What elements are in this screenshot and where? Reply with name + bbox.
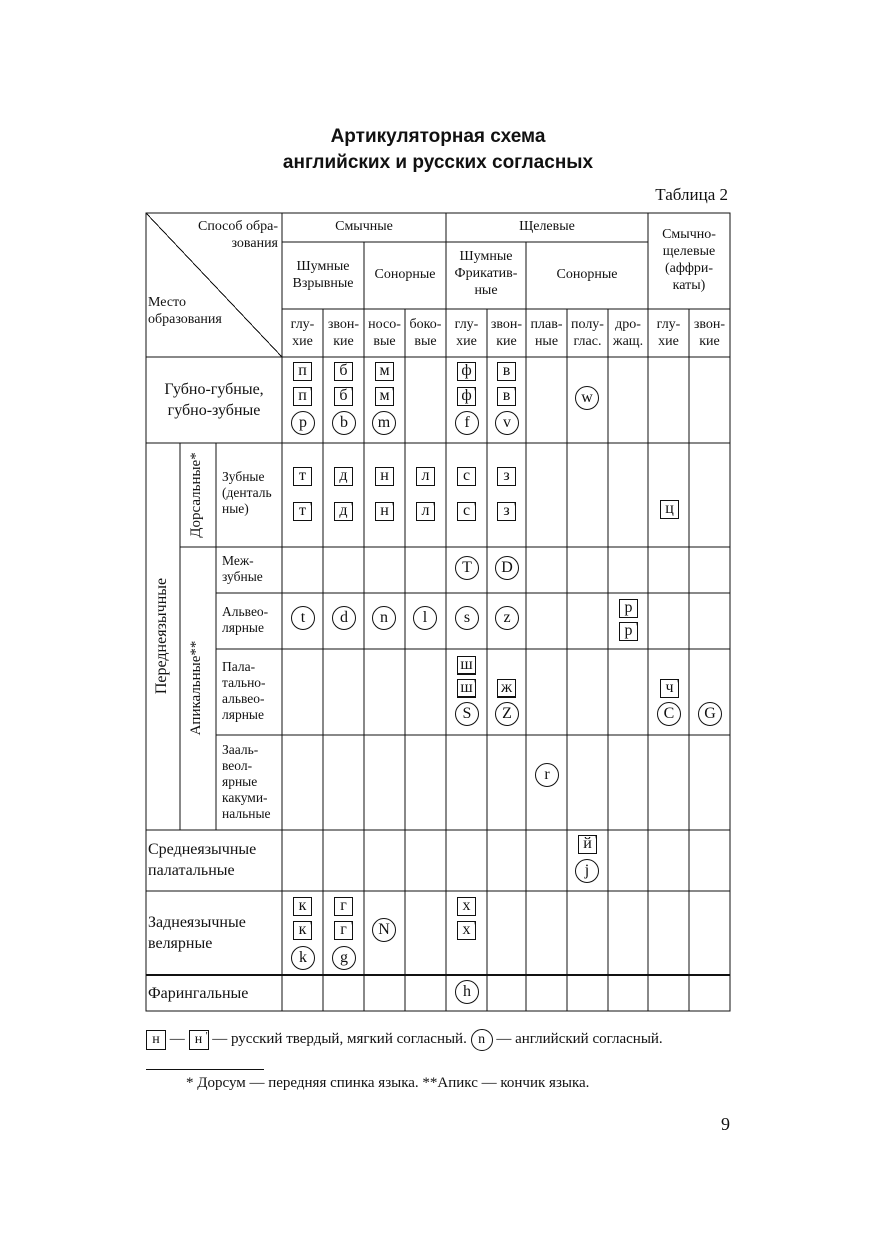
cell-ru-k: к (293, 897, 312, 916)
header-fric-noisy: Шумные Фрикатив- ные (454, 249, 518, 298)
cell-ru-l: л (416, 467, 435, 486)
title-line-2: английских и русских согласных (282, 152, 594, 173)
col-header-4: боко- вые (409, 317, 442, 349)
cell-ru-b: б (334, 362, 353, 381)
legend: н — н ' — русский твердый, мягкий согласный. n — английский согласный. (146, 1027, 663, 1051)
cell-ru-p: п (293, 362, 312, 381)
cell-en-ng: N (372, 918, 396, 942)
legend-ru-text: — русский твердый, мягкий согласный. (212, 1031, 467, 1047)
row-label-palatoalveolar: Пала- тально- альвео- лярные (222, 659, 266, 722)
table-label: Таблица 2 (655, 185, 728, 204)
cell-en-g: g (332, 946, 356, 970)
col-header-7: плав- ные (530, 317, 563, 349)
cell-ru-p-soft: п ' (293, 387, 312, 406)
cell-en-d: d (332, 606, 356, 630)
footnote: * Дорсум — передняя спинка языка. **Апикс — кончик языка. (186, 1075, 590, 1091)
row-label-middle: Среднеязычные палатальные (148, 841, 257, 879)
cell-ru-r: р (619, 599, 638, 618)
cell-en-p: p (291, 411, 315, 435)
cell-ru-g: г (334, 897, 353, 916)
cell-ru-sh-soft: ш ' (457, 679, 476, 698)
cell-ru-v: в (497, 362, 516, 381)
cell-en-r: r (535, 763, 559, 787)
cell-ru-b-soft: б ' (334, 387, 353, 406)
header-stop-sonorant: Сонорные (374, 267, 436, 282)
cell-en-h: h (455, 980, 479, 1004)
legend-soft-box: н ' (189, 1030, 209, 1050)
cell-ru-m: м (375, 362, 394, 381)
row-label-labial: Губно-губные, губно-зубные (164, 381, 264, 419)
cell-en-f: f (455, 411, 479, 435)
cell-en-m: m (372, 411, 396, 435)
cell-ru-zh: ж (497, 679, 516, 698)
col-header-8: полу- глас. (571, 317, 604, 349)
cell-ru-d-soft: д ' (334, 502, 353, 521)
legend-en-text: — английский согласный. (496, 1031, 663, 1047)
cell-en-th-voiced: D (495, 556, 519, 580)
cell-ru-d: д (334, 467, 353, 486)
col-header-11: звон- кие (693, 317, 726, 349)
col-header-1: глу- хие (290, 317, 315, 349)
cell-ru-t-soft: т ' (293, 502, 312, 521)
cell-en-s: s (455, 606, 479, 630)
row-label-front: Переднеязычные (153, 577, 170, 695)
row-label-alveolar: Альвео- лярные (222, 604, 269, 635)
legend-en-circle: n (471, 1029, 493, 1051)
cell-ru-s-soft: с ' (457, 502, 476, 521)
row-label-interdental: Меж- зубные (222, 553, 263, 584)
header-affricate: Смычно- щелевые (аффри- каты) (662, 227, 716, 293)
cell-en-t: t (291, 606, 315, 630)
cell-ru-t: т (293, 467, 312, 486)
cell-en-th-voiceless: T (455, 556, 479, 580)
row-label-retroflex: Зааль- веол- ярные какуми- нальные (222, 742, 271, 821)
cell-ru-k-soft: к ' (293, 921, 312, 940)
cell-en-v: v (495, 411, 519, 435)
title-line-1: Артикуляторная схема (330, 126, 546, 147)
col-header-9: дро- жащ. (612, 317, 644, 349)
cell-ru-g-soft: г ' (334, 921, 353, 940)
cell-en-ch: C (657, 702, 681, 726)
col-header-6: звон- кие (490, 317, 523, 349)
col-header-3: носо- вые (368, 317, 401, 349)
cell-ru-x-soft: х ' (457, 921, 476, 940)
legend-hard-box: н (146, 1030, 166, 1050)
header-stop: Смычные (335, 219, 393, 234)
cell-ru-ts: ц (660, 500, 679, 519)
col-header-10: глу- хие (656, 317, 681, 349)
corner-place-label: Место образования (148, 295, 222, 327)
page-number: 9 (721, 1114, 730, 1134)
cell-ru-ch: ч ' (660, 679, 679, 698)
cell-ru-j: й ' (578, 835, 597, 854)
cell-ru-v-soft: в ' (497, 387, 516, 406)
footnote-rule (146, 1069, 264, 1070)
cell-ru-f: ф (457, 362, 476, 381)
cell-en-l: l (413, 606, 437, 630)
cell-ru-r-soft: р ' (619, 622, 638, 641)
corner-method-label: Способ обра- зования (197, 219, 278, 251)
cell-en-zh: Z (495, 702, 519, 726)
cell-ru-m-soft: м ' (375, 387, 394, 406)
row-label-dental: Зубные (денталь ные) (222, 469, 272, 516)
cell-en-k: k (291, 946, 315, 970)
cell-ru-x: х (457, 897, 476, 916)
cell-en-n: n (372, 606, 396, 630)
row-label-dorsal: Дорсальные* (188, 452, 204, 538)
cell-ru-n: н (375, 467, 394, 486)
cell-en-z: z (495, 606, 519, 630)
row-label-apical: Апикальные** (188, 640, 204, 736)
cell-ru-s: с (457, 467, 476, 486)
cell-en-b: b (332, 411, 356, 435)
header-stop-noisy: Шумные Взрывные (292, 259, 354, 291)
row-label-pharyngeal: Фарингальные (148, 985, 249, 1002)
header-fricative: Щелевые (519, 219, 575, 234)
cell-ru-sh: ш (457, 656, 476, 675)
header-fric-sonorant: Сонорные (556, 267, 618, 282)
cell-en-sh: S (455, 702, 479, 726)
cell-ru-f-soft: ф ' (457, 387, 476, 406)
cell-ru-l-soft: л ' (416, 502, 435, 521)
cell-ru-z: з (497, 467, 516, 486)
col-header-5: глу- хие (454, 317, 479, 349)
cell-en-j: j (575, 859, 599, 883)
col-header-2: звон- кие (327, 317, 360, 349)
cell-en-w: w (575, 386, 599, 410)
row-label-back: Заднеязычные велярные (148, 914, 246, 952)
cell-en-dzh: G (698, 702, 722, 726)
cell-ru-n-soft: н ' (375, 502, 394, 521)
cell-ru-z-soft: з ' (497, 502, 516, 521)
